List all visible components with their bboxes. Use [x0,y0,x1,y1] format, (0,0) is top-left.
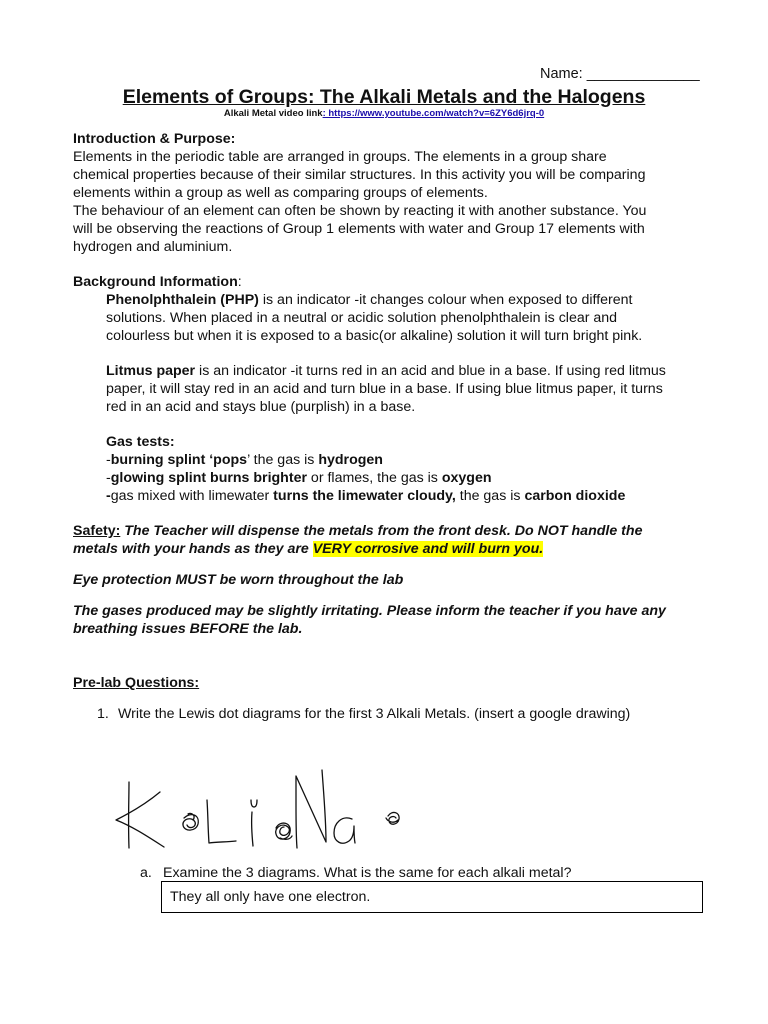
gases-notice-line-1: The gases produced may be slightly irritating. Please inform the teacher if you have any [73,603,666,619]
question-1-number: 1. [97,706,109,722]
intro-line-6: hydrogen and aluminium. [73,239,233,255]
php-line-2: solutions. When placed in a neutral or acidic solution phenolphthalein is clear and [106,310,618,326]
video-link-label: Alkali Metal video link [223,108,323,119]
intro-line-2: chemical properties because of their similar structures. In this activity you will be comparing [73,167,646,183]
litmus-line-3: red in an acid and stays blue (purplish) in a base. [106,399,416,415]
intro-heading: Introduction & Purpose: [73,131,236,147]
safety-line-1: Safety: The Teacher will dispense the metals from the front desk. Do NOT handle the [73,523,643,539]
litmus-line-1: Litmus paper is an indicator -it turns red in an acid and blue in a base. If using red litmus [106,363,666,379]
question-1-text: Write the Lewis dot diagrams for the first 3 Alkali Metals. (insert a google drawing) [118,706,631,722]
drawing-letter-k-arms [116,792,164,847]
corrosive-warning-highlight: VERY corrosive and will burn you. [312,541,544,557]
safety-line-2: metals with your hands as they are VERY corrosive and will burn you. [73,541,544,557]
gas-test-carbon-dioxide: -gas mixed with limewater turns the limewater cloudy, the gas is carbon dioxide [106,488,626,504]
name-field[interactable]: Name: ______________ [540,66,700,82]
drawing-letter-a [334,818,355,843]
drawing-letter-n [296,770,326,848]
prelab-heading: Pre-lab Questions: [73,675,200,691]
litmus-line-2: paper, it will stay red in an acid and turn blue in a base. If using blue litmus paper, it turns [106,381,663,397]
background-heading: Background Information: [73,274,242,290]
answer-text: They all only have one electron. [170,889,371,905]
intro-line-3: elements within a group as well as comparing groups of elements. [73,185,488,201]
drawing-letter-i [252,812,253,846]
question-a-letter: a. [140,865,152,881]
gas-test-hydrogen: -burning splint ‘pops’ the gas is hydrogen [106,452,383,468]
gases-notice-line-2: breathing issues BEFORE the lab. [73,621,303,637]
gas-test-oxygen: -glowing splint burns brighter or flames, the gas is oxygen [106,470,492,486]
intro-line-4: The behaviour of an element can often be shown by reacting it with another substance. You [73,203,647,219]
eye-protection-notice: Eye protection MUST be worn throughout the lab [73,572,404,588]
drawing-dot-k [183,813,198,830]
drawing-mark-above-i [251,800,257,807]
video-link[interactable]: : https://www.youtube.com/watch?v=6ZY6d6jrq-0 [322,108,545,119]
drawing-dot-li [276,823,292,839]
gas-tests-heading: Gas tests: [106,434,175,450]
drawing-letter-l [207,800,236,843]
php-line-3: colourless but when it is exposed to a basic(or alkaline) solution it will turn bright pink. [106,328,643,344]
intro-line-1: Elements in the periodic table are arranged in groups. The elements in a group share [73,149,607,165]
answer-box[interactable] [161,881,703,913]
question-a-text: Examine the 3 diagrams. What is the same for each alkali metal? [163,865,572,881]
page-title: Elements of Groups: The Alkali Metals and the Halogens [122,86,646,108]
php-line-1: Phenolphthalein (PHP) is an indicator -it changes colour when exposed to different [106,292,633,308]
drawing-dot-na [386,812,399,824]
intro-line-5: will be observing the reactions of Group 1 elements with water and Group 17 elements with [73,221,645,237]
